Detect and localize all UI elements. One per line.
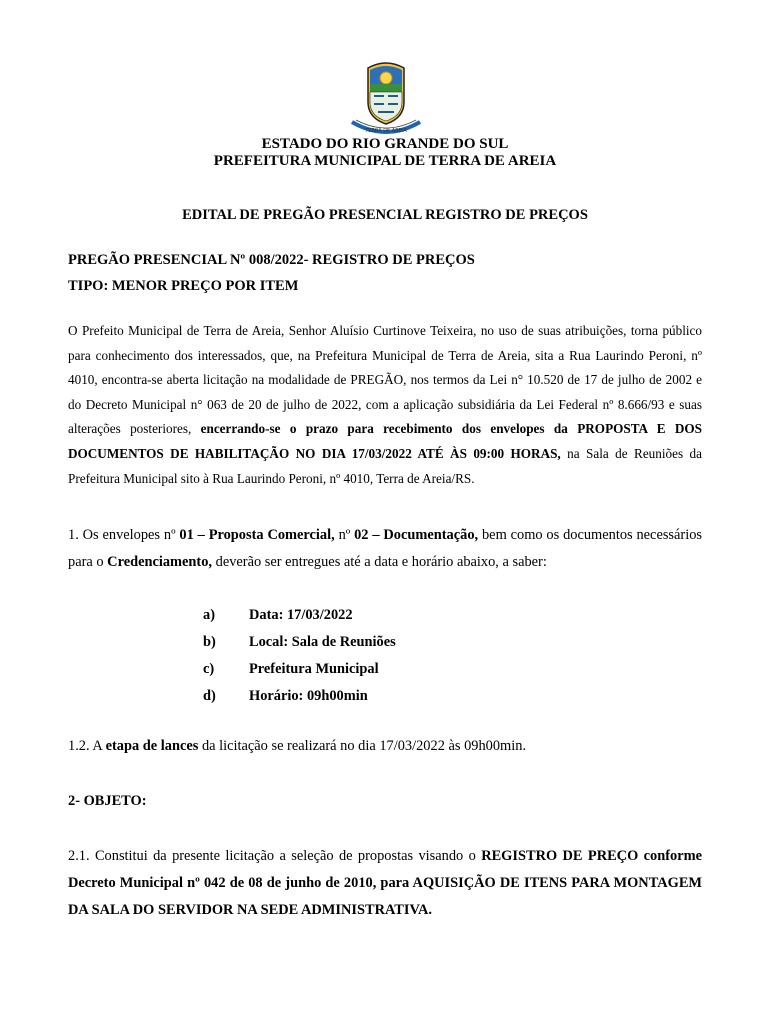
item-2-1-paragraph — [68, 843, 702, 924]
list-item-key: a) — [203, 607, 215, 623]
document-title: EDITAL DE PREGÃO PRESENCIAL REGISTRO DE PREÇOS — [182, 207, 588, 223]
list-item-key: b) — [203, 634, 216, 650]
item-2-1-object: REGISTRO DE PREÇO conforme Decreto Municipal nº 042 de 08 de junho de 2010, para AQUISIÇÃO DE ITENS PARA MONTAGEM DA SALA DO SERVIDOR NA SEDE ADMINISTRATIVA. — [68, 848, 702, 918]
intro-deadline: encerrando-se o prazo para recebimento dos envelopes da PROPOSTA E DOS DOCUMENTOS DE HABILITAÇÃO NO DIA 17/03/2022 ATÉ ÀS 09:00 HORAS, — [68, 421, 702, 461]
item-1-2-text: da licitação se realizará no dia 17/03/2022 às 09h00min. — [201, 738, 527, 754]
item-1-credenciamento: Credenciamento, — [107, 554, 213, 570]
list-item — [203, 657, 396, 684]
item-1-text: nº — [338, 527, 351, 543]
list-item-key: c) — [203, 661, 215, 677]
municipal-coat-of-arms-icon — [346, 60, 426, 138]
pregao-type: TIPO: MENOR PREÇO POR ITEM — [68, 278, 299, 294]
schedule-list — [203, 603, 396, 711]
intro-paragraph — [68, 319, 702, 491]
list-item — [203, 630, 396, 657]
item-2-1-text: 2.1. Constitui da presente licitação a seleção de propostas visando o — [68, 848, 476, 864]
municipality-heading: PREFEITURA MUNICIPAL DE TERRA DE AREIA — [213, 153, 557, 169]
item-1-envelope-1: 01 – Proposta Comercial, — [179, 527, 335, 543]
intro-text-1: O Prefeito Municipal de Terra de Areia, Senhor Aluísio Curtinove Teixeira, no uso de suas atribuições, torna público para conhecimento dos interessados, que, na Prefeitura Municipal de Terra de Areia, sita a Rua Laurindo Peroni, nº 4010, encontra-se aberta licitação na modalidade de PREGÃO, nos termos da Lei n° 10.520 de 17 de julho de 2002 e do Decreto Municipal n° 063 de 20 de julho de 2022, com a aplicação subsidiária da Lei Federal nº 8.666/93 e suas alterações posteriores, — [68, 323, 702, 437]
list-item-key: d) — [203, 688, 216, 704]
item-1-paragraph — [68, 522, 702, 576]
list-item — [203, 684, 396, 711]
objeto-heading: 2- OBJETO: — [68, 793, 147, 809]
item-1-2-lances: etapa de lances — [105, 738, 199, 754]
svg-text:TERRA DE AREIA: TERRA DE AREIA — [365, 128, 407, 134]
list-item — [203, 603, 396, 630]
item-1-text: deverão ser entregues até a data e horário abaixo, a saber: — [215, 554, 547, 570]
item-1-text: bem como os documentos necessários para o — [68, 527, 702, 570]
list-item-text: Local: Sala de Reuniões — [249, 634, 396, 650]
list-item-text: Data: 17/03/2022 — [249, 607, 353, 623]
list-item-text: Prefeitura Municipal — [249, 661, 379, 677]
item-1-envelope-2: 02 – Documentação, — [354, 527, 479, 543]
item-1-2-paragraph — [68, 738, 526, 755]
state-heading: ESTADO DO RIO GRANDE DO SUL — [261, 136, 509, 152]
item-1-text: 1. Os envelopes nº — [68, 527, 176, 543]
item-1-2-text: 1.2. A — [68, 738, 102, 754]
list-item-text: Horário: 09h00min — [249, 688, 368, 704]
intro-text-2: na Sala de Reuniões da Prefeitura Municipal sito à Rua Laurindo Peroni, nº 4010, Terra de Areia/RS. — [68, 445, 702, 486]
pregao-number: PREGÃO PRESENCIAL Nº 008/2022- REGISTRO DE PREÇOS — [68, 252, 475, 268]
